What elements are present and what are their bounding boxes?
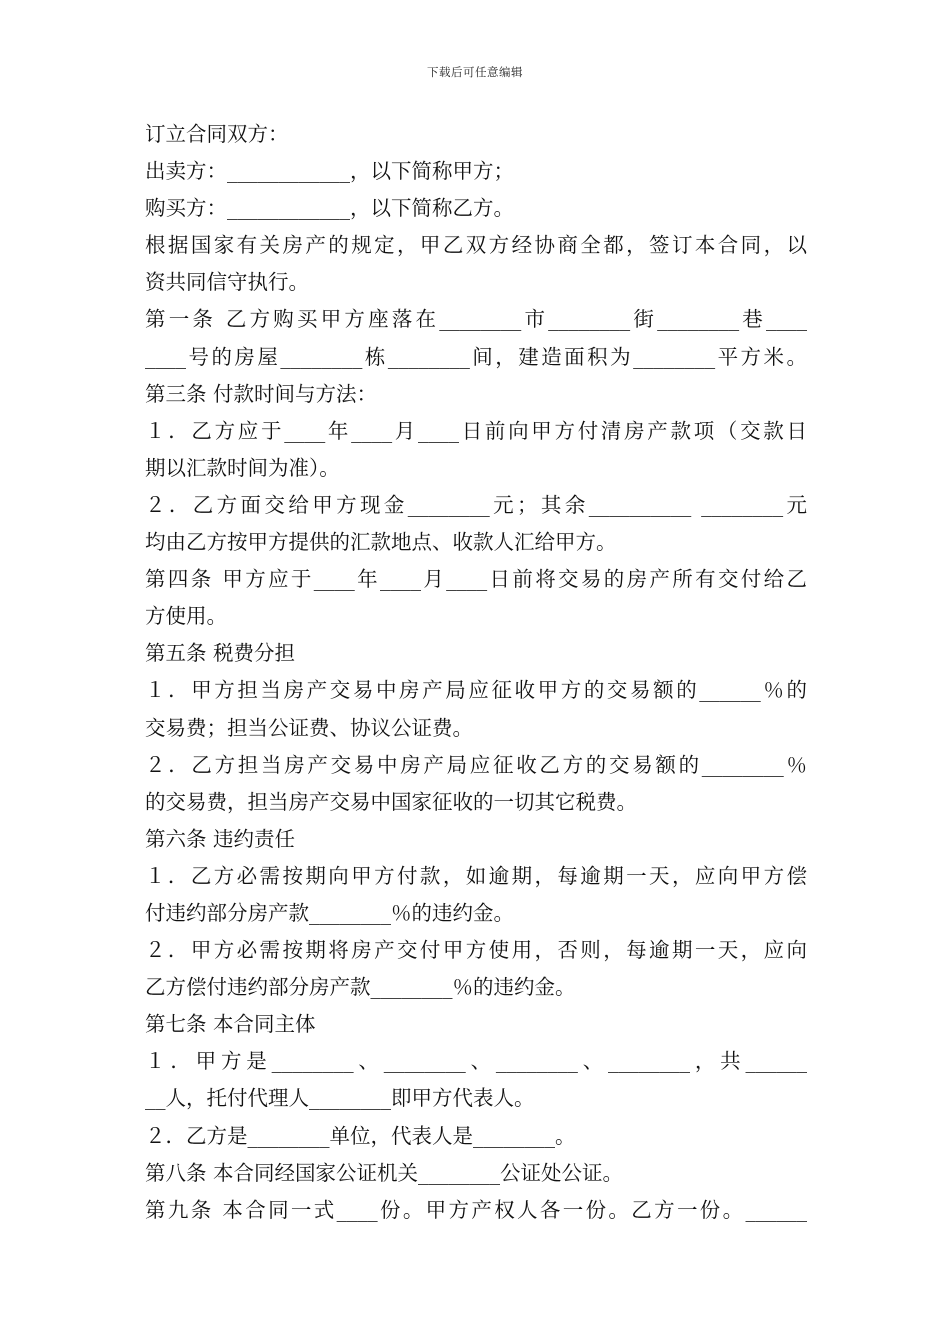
contract-line: 第五条 税费分担 (145, 641, 296, 666)
contract-line: ２．乙方是________单位，代表人是________。 (145, 1123, 576, 1148)
contract-line: 第九条 本合同一式____份。甲方产权人各一份。乙方一份。______ (145, 1197, 807, 1222)
contract-line: 的交易费，担当房产交易中国家征收的一切其它税费。 (145, 789, 637, 814)
contract-line: 第一条 乙方购买甲方座落在________市________街________巷____ (145, 307, 807, 332)
contract-line: 购买方：____________，以下简称乙方。 (145, 196, 514, 221)
contract-line: １．甲方担当房产交易中房产局应征收甲方的交易额的______％的 (145, 678, 807, 703)
contract-line: ２．甲方必需按期将房产交付甲方使用，否则，每逾期一天，应向 (145, 938, 807, 963)
contract-line: __人，托付代理人________即甲方代表人。 (145, 1086, 535, 1111)
contract-line: 第六条 违约责任 (145, 826, 296, 851)
contract-line: １．甲方是________、________、________、________，共______ (145, 1049, 807, 1074)
contract-line: 第八条 本合同经国家公证机关________公证处公证。 (145, 1160, 624, 1185)
page-header: 下载后可任意编辑 (427, 65, 523, 79)
contract-line: 出卖方：____________，以下简称甲方； (145, 159, 514, 184)
contract-body (145, 116, 807, 1229)
contract-line: ２．乙方担当房产交易中房产局应征收乙方的交易额的________％ (145, 752, 807, 777)
contract-line: 乙方偿付违约部分房产款________％的违约金。 (145, 975, 576, 1000)
contract-line: 第七条 本合同主体 (145, 1012, 316, 1037)
contract-line: 付违约部分房产款________％的违约金。 (145, 900, 514, 925)
contract-line: ２．乙方面交给甲方现金________元；其余__________ ________元 (145, 492, 807, 517)
contract-line: 资共同信守执行。 (145, 270, 309, 295)
contract-line: 期以汇款时间为准）。 (145, 455, 340, 480)
contract-line: 订立合同双方： (145, 122, 289, 146)
contract-line: 均由乙方按甲方提供的汇款地点、收款人汇给甲方。 (145, 530, 617, 555)
contract-line: 第四条 甲方应于____年____月____日前将交易的房产所有交付给乙 (145, 567, 807, 592)
contract-line: 交易费；担当公证费、协议公证费。 (145, 715, 473, 740)
contract-line: 方使用。 (145, 604, 227, 629)
contract-line: １．乙方应于____年____月____日前向甲方付清房产款项（交款日 (145, 418, 807, 443)
contract-line: ____号的房屋________栋________间，建造面积为________平方米。 (145, 344, 807, 369)
contract-line: １．乙方必需按期向甲方付款，如逾期，每逾期一天，应向甲方偿 (145, 863, 807, 888)
contract-line: 根据国家有关房产的规定，甲乙双方经协商全都，签订本合同，以 (145, 233, 807, 258)
contract-line: 第三条 付款时间与方法： (145, 381, 378, 406)
